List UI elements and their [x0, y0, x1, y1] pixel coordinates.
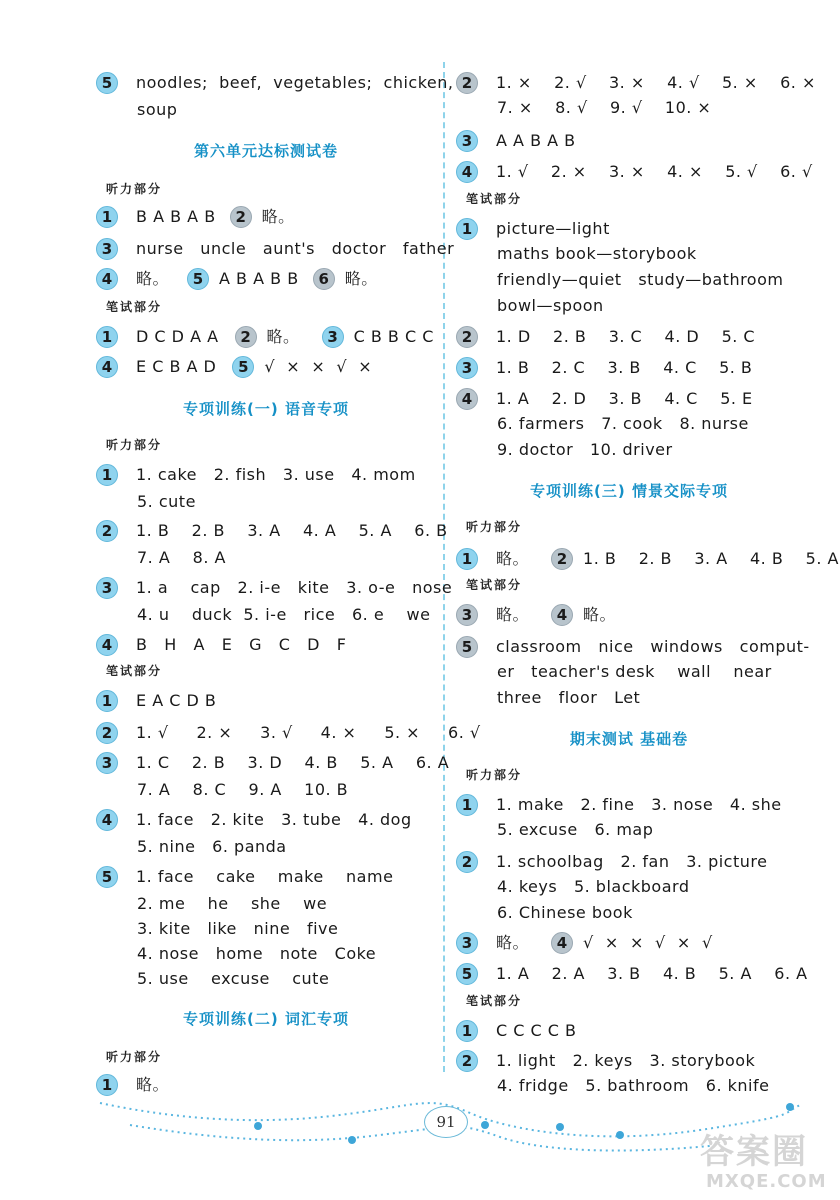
question-number-badge: 4: [551, 932, 573, 954]
part-label: 笔试部分: [466, 994, 523, 1008]
question-number-badge: 3: [456, 357, 478, 379]
answer-text: E A C D B: [136, 691, 217, 710]
answer-text: B H A E G C D F: [136, 635, 347, 654]
answer-text: 略。: [261, 207, 295, 226]
answer-row: [456, 128, 576, 154]
answer-text: 1. C 2. B 3. D 4. B 5. A 6. A: [136, 753, 450, 772]
answer-row: [456, 634, 810, 660]
question-number-badge: 6: [313, 268, 335, 290]
question-number-badge: 4: [96, 809, 118, 831]
question-number-badge: 2: [96, 520, 118, 542]
answer-text: 1. B 2. C 3. B 4. C 5. B: [496, 358, 753, 377]
answer-text: soup: [137, 100, 178, 119]
answer-row: [456, 1018, 577, 1044]
part-label: 笔试部分: [466, 192, 523, 206]
answer-text: 4. keys 5. blackboard: [497, 877, 690, 896]
answer-text: friendly—quiet study—bathroom: [497, 270, 784, 289]
question-number-badge: 4: [96, 634, 118, 656]
question-number-badge: 2: [551, 548, 573, 570]
answer-row: [96, 236, 454, 262]
part-label: 笔试部分: [106, 300, 163, 314]
question-number-badge: 5: [187, 268, 209, 290]
answer-row: [96, 204, 295, 230]
part-label: 听力部分: [106, 182, 163, 196]
question-number-badge: 1: [456, 794, 478, 816]
answer-text: nurse uncle aunt's doctor father: [136, 239, 455, 258]
answer-text: 2. me he she we: [137, 894, 328, 913]
question-number-badge: 4: [551, 604, 573, 626]
answer-text: 5. use excuse cute: [137, 969, 330, 988]
section-title: 专项训练(三) 情景交际专项: [530, 482, 728, 500]
answer-text: B A B A B: [136, 207, 216, 226]
page-number: 91: [424, 1106, 468, 1138]
answer-text: 1. face 2. kite 3. tube 4. dog: [136, 810, 412, 829]
column-divider: [443, 62, 445, 1072]
answer-text: E C B A D: [136, 357, 217, 376]
question-number-badge: 4: [96, 268, 118, 290]
answer-text: 1. make 2. fine 3. nose 4. she: [496, 795, 782, 814]
part-label: 听力部分: [106, 1050, 163, 1064]
answer-text: 5. nine 6. panda: [137, 837, 287, 856]
answer-text: 9. doctor 10. driver: [497, 440, 673, 459]
answer-text: 略。: [266, 327, 300, 346]
question-number-badge: 3: [322, 326, 344, 348]
question-number-badge: 1: [96, 1074, 118, 1096]
answer-text: 1. D 2. B 3. C 4. D 5. C: [496, 327, 756, 346]
section-title: 期末测试 基础卷: [569, 730, 689, 748]
answer-row: [456, 386, 753, 412]
answer-row: [96, 518, 448, 544]
part-label: 听力部分: [466, 768, 523, 782]
answer-text: 4. u duck 5. i-e rice 6. e we: [137, 605, 431, 624]
part-label: 听力部分: [106, 438, 163, 452]
section-title: 第六单元达标测试卷: [193, 142, 338, 160]
answer-text: C C C C B: [496, 1021, 577, 1040]
answer-text: 1. √ 2. × 3. × 4. × 5. √ 6. √: [496, 162, 813, 181]
answer-row: [96, 70, 453, 96]
part-label: 听力部分: [466, 520, 523, 534]
answer-row: [456, 324, 755, 350]
question-number-badge: 1: [96, 464, 118, 486]
question-number-badge: 2: [235, 326, 257, 348]
answer-row: [456, 159, 813, 185]
answer-row: [456, 602, 616, 628]
answer-text: 1. schoolbag 2. fan 3. picture: [496, 852, 768, 871]
answer-text: 略。: [583, 605, 617, 624]
answer-text: 1. B 2. B 3. A 4. B 5. A: [583, 549, 839, 568]
answer-text: picture—light: [496, 219, 610, 238]
question-number-badge: 3: [456, 604, 478, 626]
answer-text: noodles; beef, vegetables; chicken,: [136, 73, 454, 92]
answer-text: 6. farmers 7. cook 8. nurse: [497, 414, 749, 433]
answer-text: √ × × √ × √: [583, 933, 713, 952]
part-label: 笔试部分: [466, 578, 523, 592]
answer-row: [96, 324, 434, 350]
answer-text: 1. light 2. keys 3. storybook: [496, 1051, 756, 1070]
answer-text: maths book—storybook: [497, 244, 697, 263]
answer-text: three floor Let: [497, 688, 641, 707]
answer-row: [456, 355, 752, 381]
question-number-badge: 1: [96, 206, 118, 228]
question-number-badge: 2: [456, 1050, 478, 1072]
question-number-badge: 2: [230, 206, 252, 228]
answer-text: 7. A 8. C 9. A 10. B: [137, 780, 349, 799]
watermark-logo: [700, 1132, 830, 1194]
answer-text: 4. nose home note Coke: [137, 944, 377, 963]
answer-row: [456, 930, 713, 956]
answer-row: [96, 807, 412, 833]
section-title: 专项训练(二) 词汇专项: [183, 1010, 349, 1028]
answer-text: A A B A B: [496, 131, 576, 150]
answer-row: [96, 632, 346, 658]
question-number-badge: 5: [232, 356, 254, 378]
question-number-badge: 1: [96, 326, 118, 348]
question-number-badge: 1: [456, 548, 478, 570]
question-number-badge: 4: [456, 388, 478, 410]
question-number-badge: 2: [456, 851, 478, 873]
answer-text: C B B C C: [353, 327, 434, 346]
answer-row: [456, 70, 816, 96]
answer-text: 略。: [344, 269, 378, 288]
answer-text: 7. × 8. √ 9. √ 10. ×: [497, 98, 712, 117]
answer-row: [456, 961, 808, 987]
answer-text: D C D A A: [136, 327, 219, 346]
question-number-badge: 1: [96, 690, 118, 712]
answer-text: 5. excuse 6. map: [497, 820, 654, 839]
question-number-badge: 3: [456, 130, 478, 152]
answer-text: 6. Chinese book: [497, 903, 633, 922]
answer-row: [456, 546, 839, 572]
answer-text: 3. kite like nine five: [137, 919, 339, 938]
question-number-badge: 3: [96, 577, 118, 599]
question-number-badge: 2: [456, 326, 478, 348]
question-number-badge: 5: [96, 866, 118, 888]
part-label: 笔试部分: [106, 664, 163, 678]
answer-text: 5. cute: [137, 492, 196, 511]
question-number-badge: 1: [456, 1020, 478, 1042]
answer-text: 1. A 2. D 3. B 4. C 5. E: [496, 389, 753, 408]
question-number-badge: 2: [96, 722, 118, 744]
watermark-text: 答案圈: [700, 1132, 808, 1172]
question-number-badge: 4: [96, 356, 118, 378]
question-number-badge: 3: [96, 238, 118, 260]
answer-text: 1. √ 2. × 3. √ 4. × 5. × 6. √: [136, 723, 481, 742]
question-number-badge: 5: [456, 963, 478, 985]
answer-text: 略。: [496, 605, 530, 624]
answer-row: [456, 849, 767, 875]
question-number-badge: 4: [456, 161, 478, 183]
question-number-badge: 3: [456, 932, 478, 954]
answer-text: 略。: [136, 269, 170, 288]
answer-text: 1. B 2. B 3. A 4. A 5. A 6. B: [136, 521, 448, 540]
question-number-badge: 3: [96, 752, 118, 774]
answer-text: √ × × √ ×: [264, 357, 373, 376]
answer-row: [96, 864, 393, 890]
answer-text: A B A B B: [219, 269, 299, 288]
answer-text: classroom nice windows comput-: [496, 637, 810, 656]
answer-row: [96, 354, 372, 380]
question-number-badge: 5: [456, 636, 478, 658]
section-title: 专项训练(一) 语音专项: [183, 400, 349, 418]
answer-row: [96, 688, 216, 714]
question-number-badge: 2: [456, 72, 478, 94]
answer-text: 略。: [136, 1075, 170, 1094]
answer-row: [96, 750, 449, 776]
answer-text: 略。: [496, 549, 530, 568]
answer-text: 7. A 8. A: [137, 548, 226, 567]
answer-text: 1. cake 2. fish 3. use 4. mom: [136, 465, 416, 484]
answer-text: 1. face cake make name: [136, 867, 394, 886]
answer-text: 4. fridge 5. bathroom 6. knife: [497, 1076, 770, 1095]
answer-row: [96, 462, 416, 488]
answer-row: [96, 266, 378, 292]
answer-row: [456, 1048, 755, 1074]
answer-row: [96, 575, 452, 601]
answer-text: 1. a cap 2. i-e kite 3. o-e nose: [136, 578, 453, 597]
answer-text: 1. A 2. A 3. B 4. B 5. A 6. A: [496, 964, 808, 983]
answer-text: bowl—spoon: [497, 296, 604, 315]
answer-text: 略。: [496, 933, 530, 952]
answer-row: [96, 720, 481, 746]
question-number-badge: 1: [456, 218, 478, 240]
watermark-url: MXQE.COM: [706, 1171, 827, 1192]
answer-text: 1. × 2. √ 3. × 4. √ 5. × 6. ×: [496, 73, 816, 92]
answer-row: [456, 216, 610, 242]
answer-row: [456, 792, 782, 818]
answer-text: er teacher's desk wall near: [497, 662, 772, 681]
question-number-badge: 5: [96, 72, 118, 94]
